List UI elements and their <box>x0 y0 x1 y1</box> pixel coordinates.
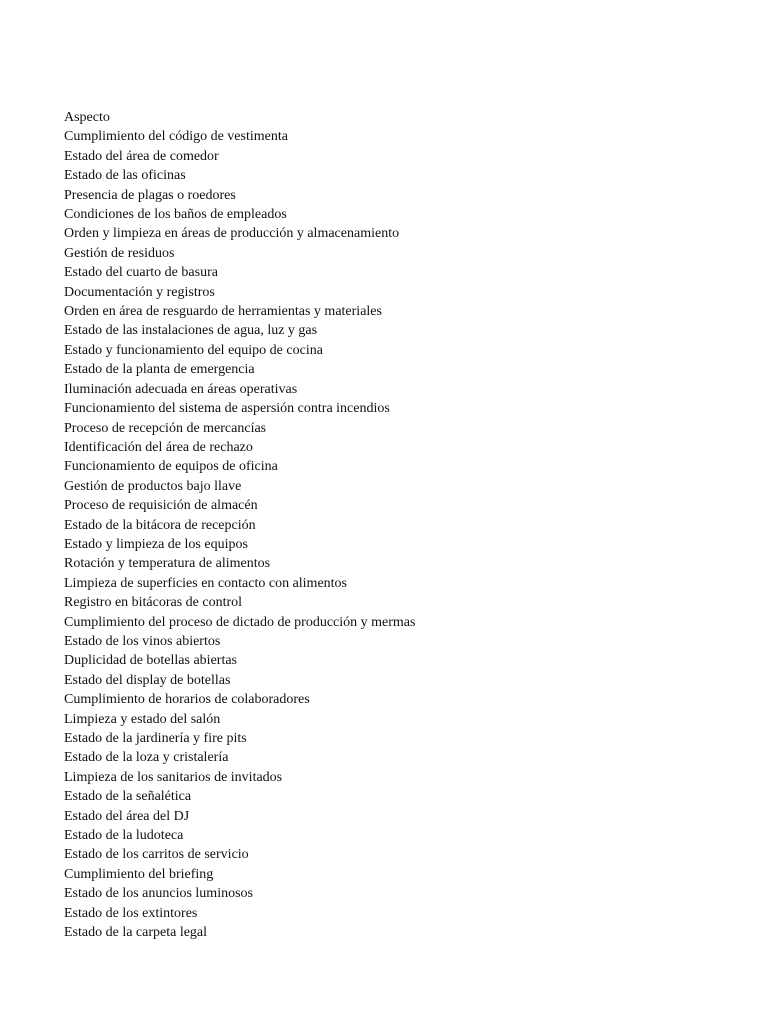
list-item: Duplicidad de botellas abiertas <box>64 653 237 669</box>
list-item: Condiciones de los baños de empleados <box>64 207 287 223</box>
list-item: Estado de las oficinas <box>64 168 186 184</box>
list-item: Funcionamiento del sistema de aspersión contra incendios <box>64 401 390 417</box>
list-item: Rotación y temperatura de alimentos <box>64 556 271 572</box>
list-item: Estado de la bitácora de recepción <box>64 517 256 533</box>
list-item: Proceso de recepción de mercancías <box>64 420 267 436</box>
list-item: Estado de la jardinería y fire pits <box>64 731 247 746</box>
list-item: Orden y limpieza en áreas de producción y almacenamiento <box>64 226 400 242</box>
list-item: Estado de la loza y cristalería <box>64 750 229 766</box>
list-item: Estado de la planta de emergencia <box>64 362 255 378</box>
list-item: Estado del área de comedor <box>64 148 219 164</box>
list-item: Funcionamiento de equipos de oficina <box>64 459 278 475</box>
list-item: Estado de la carpeta legal <box>64 925 208 941</box>
list-item: Gestión de residuos <box>64 245 175 261</box>
list-item: Presencia de plagas o roedores <box>64 187 236 203</box>
list-item: Cumplimiento del briefing <box>64 866 214 882</box>
list-item: Estado de los carritos de servicio <box>64 847 249 863</box>
list-item: Registro en bitácoras de control <box>64 595 243 611</box>
list-item: Estado del área del DJ <box>64 808 190 824</box>
list-item: Cumplimiento del código de vestimenta <box>64 129 288 145</box>
list-item: Limpieza de superficies en contacto con alimentos <box>64 575 348 591</box>
list-item: Estado de la señalética <box>64 789 192 805</box>
list-item: Estado de los vinos abiertos <box>64 633 221 649</box>
list-item: Iluminación adecuada en áreas operativas <box>64 381 298 397</box>
list-item: Estado del display de botellas <box>64 672 231 688</box>
list-item: Estado y funcionamiento del equipo de cocina <box>64 342 323 358</box>
list-item: Documentación y registros <box>64 284 215 300</box>
list-item: Estado de la ludoteca <box>64 828 184 844</box>
list-item: Identificación del área de rechazo <box>64 439 253 455</box>
list-item: Estado de las instalaciones de agua, luz y gas <box>64 323 318 339</box>
list-item: Orden en área de resguardo de herramientas y materiales <box>64 304 382 320</box>
list-item: Estado y limpieza de los equipos <box>64 536 248 552</box>
list-item: Cumplimiento del proceso de dictado de producción y mermas <box>64 614 416 630</box>
list-item: Proceso de requisición de almacén <box>64 498 258 514</box>
list-item: Estado del cuarto de basura <box>64 265 218 281</box>
list-item: Gestión de productos bajo llave <box>64 478 242 494</box>
aspect-list <box>64 108 744 942</box>
list-item: Estado de los extintores <box>64 905 198 921</box>
list-item: Limpieza y estado del salón <box>64 711 221 727</box>
list-header: Aspecto <box>64 110 110 125</box>
list-item: Limpieza de los sanitarios de invitados <box>64 769 283 785</box>
list-item: Estado de los anuncios luminosos <box>64 886 253 902</box>
list-item: Cumplimiento de horarios de colaboradores <box>64 692 310 708</box>
